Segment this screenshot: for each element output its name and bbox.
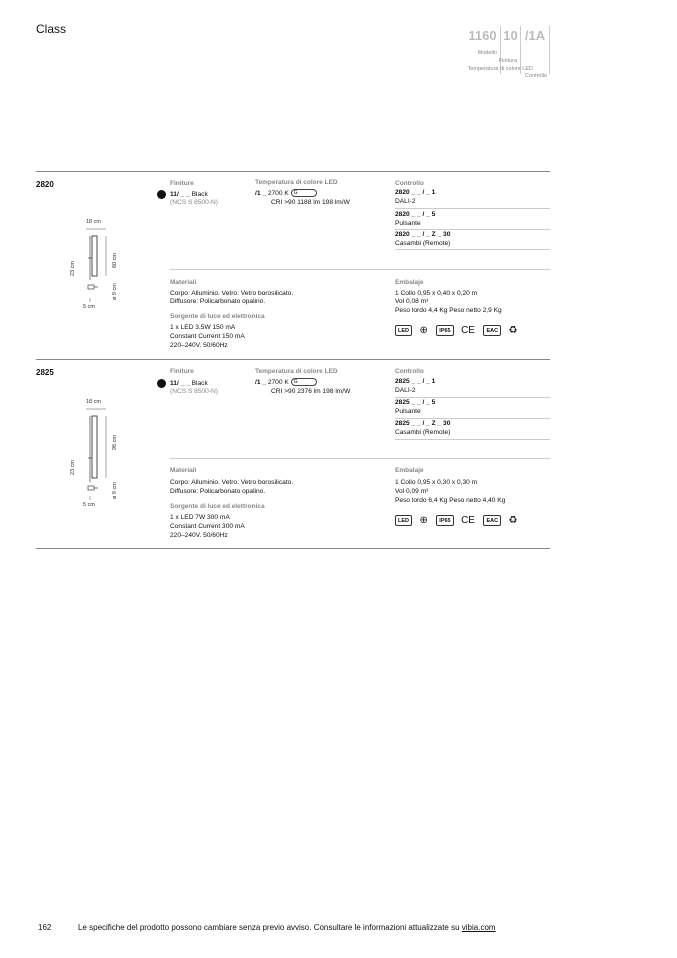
legend-control: Controllo <box>524 73 547 79</box>
lamp-drawing <box>80 408 116 508</box>
pack-line: 1 Collo 0,95 x 0,30 x 0,30 m <box>395 479 478 486</box>
product-model: 2825 <box>36 368 54 377</box>
control-name: Pulsante <box>395 220 421 227</box>
dimmable-icon: ⊕ <box>419 515 428 527</box>
control-divider <box>395 439 550 440</box>
control-name: DALI-2 <box>395 198 416 205</box>
legend-model: Modello <box>477 50 497 56</box>
ce-mark-icon: CE <box>461 325 475 337</box>
control-code: 2825 _ _ / _ 5 <box>395 399 436 406</box>
temp-code: /1 _ <box>255 190 266 197</box>
code-separator <box>549 26 550 74</box>
certification-badges <box>395 512 521 530</box>
finish-code: 11/ _ _ <box>170 191 190 198</box>
finish-label: Finiture <box>170 368 194 375</box>
finish-label: Finiture <box>170 180 194 187</box>
ip65-badge: IP65 <box>436 325 453 336</box>
energy-class-tag: G <box>291 378 317 386</box>
source-line: Constant Current 300 mA <box>170 523 245 530</box>
pack-line: Peso lordo 6,4 Kg Peso netto 4,40 Kg <box>395 497 506 504</box>
control-label: Controllo <box>395 368 424 375</box>
recycle-icon: ♻ <box>508 325 518 337</box>
legend-finish: Finitura <box>498 58 517 64</box>
temp-code: /1 _ <box>255 379 266 386</box>
code-model: 1160 <box>468 28 497 43</box>
section-divider <box>36 548 550 549</box>
dim-diameter: ø 9 cm <box>112 482 118 499</box>
pack-line: Peso lordo 4,4 Kg Peso netto 2,9 Kg <box>395 307 502 314</box>
code-temp: /1A <box>524 28 546 43</box>
finish-ncs: (NCS S 8500-N) <box>170 388 219 395</box>
finish-swatch <box>157 379 166 388</box>
recycle-icon: ♻ <box>508 515 518 527</box>
row-divider <box>170 269 550 270</box>
materials-line: Corpo: Alluminio. Vetro: Vetro borosilicato. <box>170 479 294 486</box>
source-line: 220–240V. 50/60Hz <box>170 532 228 539</box>
section-divider <box>36 171 550 172</box>
dim-diameter: ø 9 cm <box>112 283 118 300</box>
dim-height: 60 cm <box>112 253 118 268</box>
dim-depth: 23 cm <box>70 460 76 475</box>
dim-height: 96 cm <box>112 435 118 450</box>
source-line: 220–240V. 50/60Hz <box>170 342 228 349</box>
legend-temp: Temperatura di colore LED <box>467 66 533 72</box>
temp-value: 2700 K <box>267 379 289 386</box>
temp-value: 2700 K <box>267 190 289 197</box>
section-divider <box>36 359 550 360</box>
temp-specs: CRI >90 1188 lm 198 lm/W <box>271 199 350 206</box>
eac-badge: EAC <box>483 325 501 336</box>
ip65-badge: IP65 <box>436 515 453 526</box>
energy-class-tag: G <box>291 189 317 197</box>
finish-option <box>170 379 208 388</box>
control-name: Casambi (Remote) <box>395 429 451 436</box>
materials-line: Diffusore: Policarbonato opalino. <box>170 488 266 495</box>
finish-name: Black <box>191 380 208 387</box>
certification-badges <box>395 322 521 340</box>
materials-line: Corpo: Alluminio. Vetro: Vetro borosilicato. <box>170 290 294 297</box>
finish-ncs: (NCS S 8500-N) <box>170 199 219 206</box>
dim-width: 18 cm <box>86 219 101 225</box>
ce-mark-icon: CE <box>461 515 475 527</box>
source-line: 1 x LED 3,5W 150 mA <box>170 324 236 331</box>
finish-code: 11/ _ _ <box>170 380 190 387</box>
source-label: Sorgente di luce ed elettronica <box>170 313 265 320</box>
control-divider <box>395 418 550 419</box>
finish-option <box>170 190 208 199</box>
control-divider <box>395 249 550 250</box>
temp-specs: CRI >90 2376 lm 198 lm/W <box>271 388 351 395</box>
control-name: Casambi (Remote) <box>395 240 451 247</box>
pack-line: Vol 0,09 m³ <box>395 488 429 495</box>
dim-width: 18 cm <box>86 399 101 405</box>
page-number: 162 <box>38 923 52 932</box>
materials-line: Diffusore: Policarbonato opalino. <box>170 298 266 305</box>
pack-line: 1 Collo 0,95 x 0,40 x 0,20 m <box>395 290 478 297</box>
finish-name: Black <box>191 191 208 198</box>
website-link[interactable]: vibia.com <box>461 923 496 932</box>
control-divider <box>395 229 550 230</box>
led-badge: LED <box>395 325 412 336</box>
materials-label: Materiali <box>170 467 197 474</box>
pack-line: Vol 0,08 m³ <box>395 298 429 305</box>
code-finish: 10 <box>503 28 518 43</box>
control-code: 2825 _ _ / _ 1 <box>395 378 436 385</box>
source-line: Constant Current 150 mA <box>170 333 245 340</box>
product-model: 2820 <box>36 180 54 189</box>
materials-label: Materiali <box>170 279 197 286</box>
source-label: Sorgente di luce ed elettronica <box>170 503 265 510</box>
led-badge: LED <box>395 515 412 526</box>
footer-text: Le specifiche del prodotto possono cambiare senza previo avviso. Consultare le informazioni attualizzate su <box>78 923 462 932</box>
family-title: Class <box>36 22 67 36</box>
row-divider <box>170 458 550 459</box>
control-code: 2820 _ _ / _ 5 <box>395 211 436 218</box>
eac-badge: EAC <box>483 515 501 526</box>
footer-disclaimer <box>78 923 496 932</box>
control-divider <box>395 397 550 398</box>
dim-base: 5 cm <box>83 304 95 310</box>
pack-label: Embalaje <box>395 279 424 286</box>
control-name: Pulsante <box>395 408 421 415</box>
finish-swatch <box>157 190 166 199</box>
temp-option <box>255 189 317 198</box>
temp-label: Temperatura di colore LED <box>255 179 338 186</box>
temp-option <box>255 378 317 387</box>
dim-base: 5 cm <box>83 502 95 508</box>
control-divider <box>395 208 550 209</box>
source-line: 1 x LED 7W 300 mA <box>170 514 230 521</box>
control-label: Controllo <box>395 180 424 187</box>
pack-label: Embalaje <box>395 467 424 474</box>
temp-label: Temperatura di colore LED <box>255 368 338 375</box>
control-name: DALI-2 <box>395 387 416 394</box>
dimmable-icon: ⊕ <box>419 325 428 337</box>
control-code: 2820 _ _ / _ Z _ 30 <box>395 231 451 238</box>
control-code: 2820 _ _ / _ 1 <box>395 189 436 196</box>
control-code: 2825 _ _ / _ Z _ 30 <box>395 420 451 427</box>
dim-depth: 23 cm <box>70 261 76 276</box>
